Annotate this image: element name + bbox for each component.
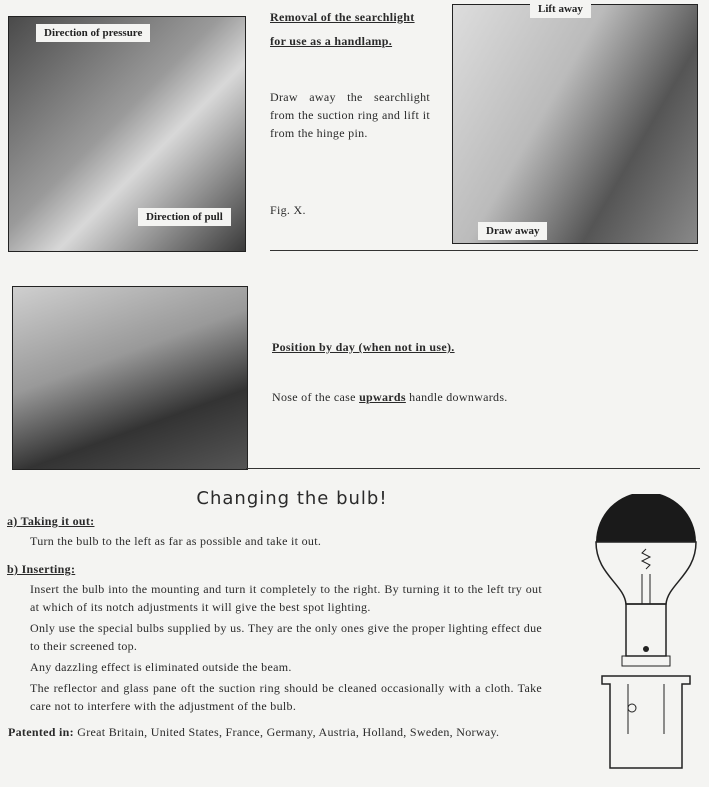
bulb-pin	[628, 704, 636, 712]
photo-position-by-day	[12, 286, 248, 470]
bulb-mounting	[602, 676, 690, 768]
inserting-p3: Any dazzling effect is eliminated outside the beam.	[30, 660, 292, 674]
divider	[246, 468, 700, 469]
patent-line	[8, 723, 542, 741]
inserting-p1: Insert the bulb into the mounting and turn it completely to the right. By turning it to the left try out at which of its notch adjustments it will give the best spot lighting.	[30, 582, 542, 614]
photo-lift-away	[452, 4, 698, 244]
bulb-title: Changing the bulb!	[196, 488, 388, 509]
position-text-post: handle downwards.	[405, 390, 508, 404]
bulb-section	[0, 488, 584, 741]
bulb-glass	[596, 542, 696, 604]
inserting-p4: The reflector and glass pane oft the suction ring should be cleaned occasionally with a cloth. Take care not to interfere with the adjustment of the bulb.	[30, 681, 542, 713]
patent-label: Patented in:	[8, 725, 74, 739]
bulb-screened-top	[596, 494, 696, 542]
mounting-slot	[628, 684, 664, 734]
label-draw-away: Draw away	[478, 222, 547, 240]
removal-title-1: Removal of the searchlight	[270, 10, 415, 24]
divider	[270, 250, 698, 251]
removal-title-2: for use as a handlamp.	[270, 34, 393, 48]
position-text-pre: Nose of the case	[272, 390, 360, 404]
position-title: Position by day (when not in use).	[272, 340, 455, 354]
label-direction-of-pressure: Direction of pressure	[36, 24, 150, 42]
bulb-collar	[622, 656, 670, 666]
patent-countries: Great Britain, United States, France, Germany, Austria, Holland, Sweden, Norway.	[77, 725, 500, 739]
inserting-heading: b) Inserting:	[7, 562, 76, 576]
bulb-contact	[643, 646, 649, 652]
taking-out-text: Turn the bulb to the left as far as possible and take it out.	[30, 534, 322, 548]
label-direction-of-pull: Direction of pull	[138, 208, 231, 226]
bulb-diagram	[588, 494, 704, 774]
figure-caption: Fig. X.	[270, 203, 306, 217]
inserting-p2: Only use the special bulbs supplied by us. They are the only ones give the proper lighting effect due to their screened top.	[30, 621, 542, 653]
removal-text: Draw away the searchlight from the suction ring and lift it from the hinge pin.	[270, 90, 430, 140]
label-lift-away: Lift away	[530, 0, 591, 18]
position-text	[272, 388, 508, 406]
taking-out-heading: a) Taking it out:	[7, 514, 95, 528]
position-text-emphasis: upwards	[359, 390, 406, 404]
bulb-filament	[642, 549, 650, 604]
